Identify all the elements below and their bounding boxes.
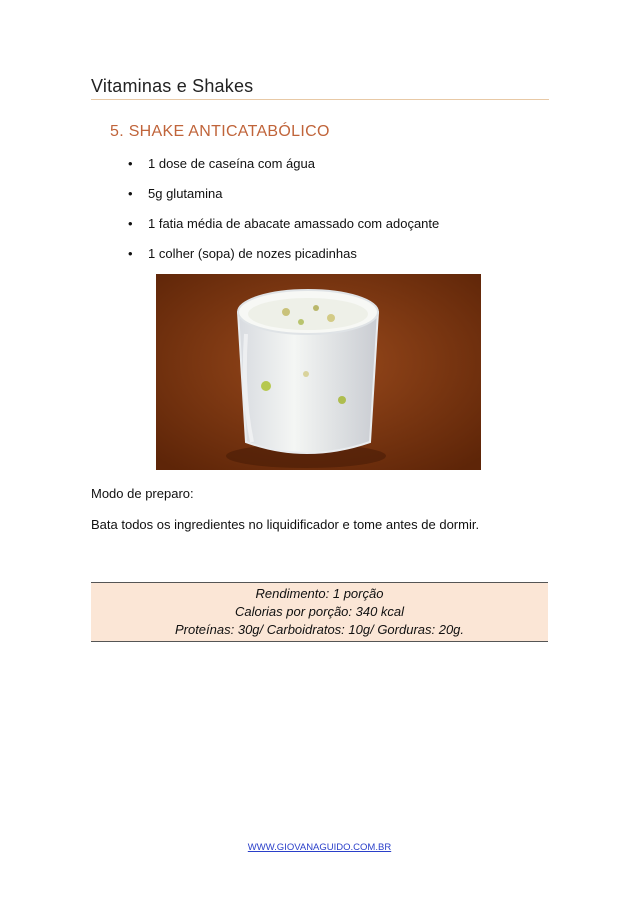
nutrition-box (91, 582, 548, 642)
bullet-icon: • (128, 186, 133, 201)
page-title: Vitaminas e Shakes (91, 76, 254, 96)
title-divider (91, 99, 549, 100)
yield-text: Rendimento: 1 porção (255, 586, 384, 601)
list-item (128, 215, 439, 245)
website-link[interactable]: WWW.GIOVANAGUIDO.COM.BR (247, 842, 392, 853)
bullet-icon: • (128, 216, 133, 231)
ingredient-list (128, 155, 439, 275)
ingredient-text: 1 fatia média de abacate amassado com adoçante (148, 216, 440, 231)
ingredient-text: 5g glutamina (148, 186, 223, 201)
prep-instructions: Bata todos os ingredientes no liquidificador e tome antes de dormir. (91, 517, 480, 532)
calories-text: Calorias por porção: 340 kcal (234, 604, 405, 619)
bullet-icon: • (128, 156, 133, 171)
list-item (128, 185, 439, 215)
recipe-heading: 5. SHAKE ANTICATABÓLICO (110, 123, 330, 140)
shake-photo (156, 274, 481, 470)
list-item (128, 245, 439, 275)
prep-label: Modo de preparo: (91, 486, 194, 501)
ingredient-text: 1 colher (sopa) de nozes picadinhas (148, 246, 357, 261)
macros-text: Proteínas: 30g/ Carboidratos: 10g/ Gorduras: 20g. (174, 622, 465, 637)
shake-glass-illustration (156, 274, 481, 470)
bullet-icon: • (128, 246, 133, 261)
list-item (128, 155, 439, 185)
ingredient-text: 1 dose de caseína com água (148, 156, 315, 171)
